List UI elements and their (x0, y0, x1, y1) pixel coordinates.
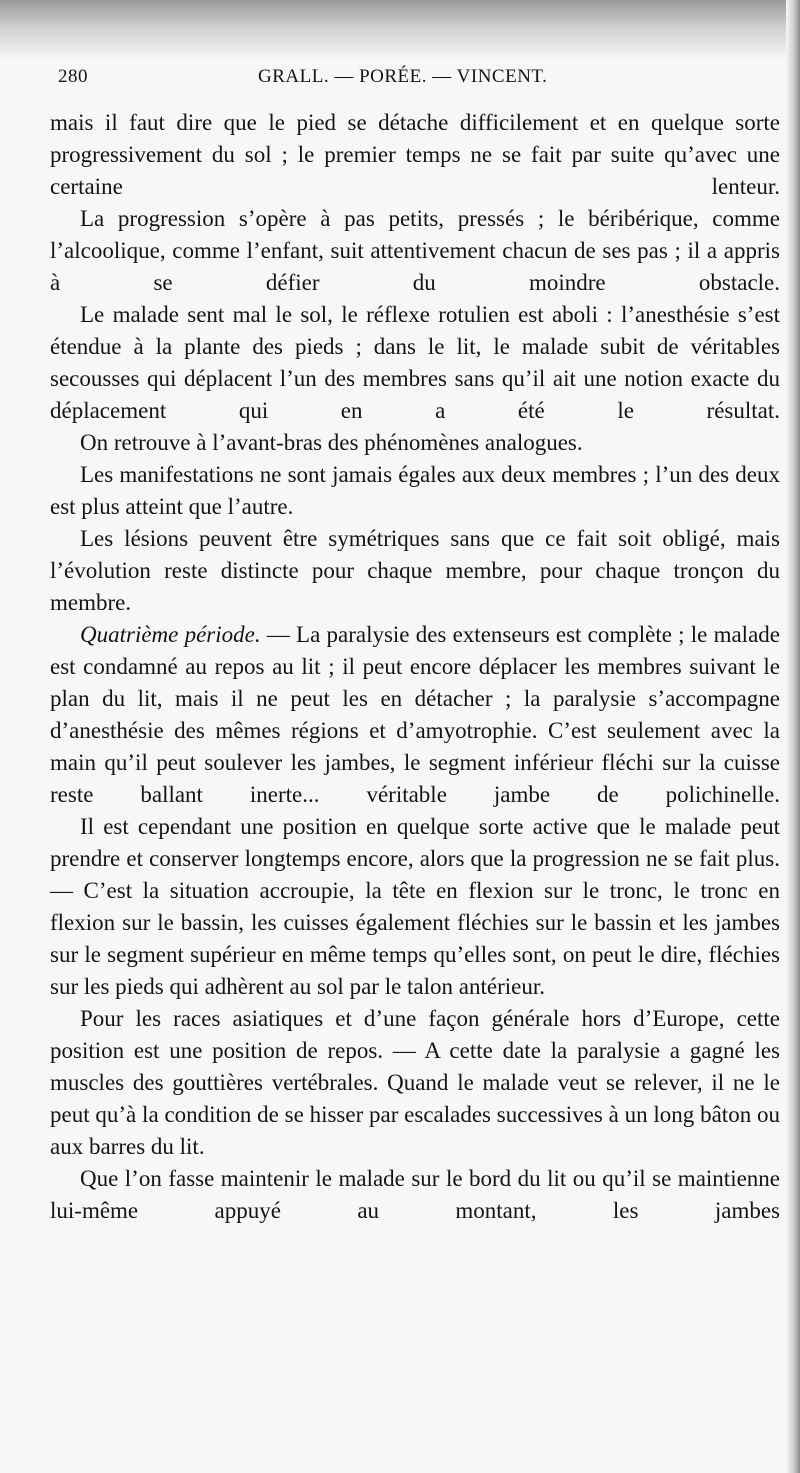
paragraph (50, 299, 780, 427)
paragraph (50, 523, 780, 619)
paragraph (50, 427, 780, 459)
paragraph (50, 459, 780, 523)
scan-shadow-right (786, 0, 800, 1473)
paragraph-text: mais il faut dire que le pied se détache difficilement et en quelque sorte progressivement du sol ; le premier temps ne se fait par suite qu’avec une certaine lenteur. (50, 110, 780, 199)
running-title: GRALL. — PORÉE. — VINCENT. (258, 66, 548, 87)
paragraph (50, 1163, 780, 1227)
paragraph-text: On retrouve à l’avant-bras des phénomènes analogues. (80, 430, 583, 455)
body-text (50, 107, 780, 1227)
paragraph-text: — La paralysie des extenseurs est complète ; le malade est condamné au repos au lit ; il peut encore déplacer les membres suivant le plan du lit, mais il ne peut les en détacher ; la paralysie s’accompagne d’anesthésie des mêmes régions et d’amyotrophie. C’est seulement avec la main qu’il peut soulever les jambes, le segment inférieur fléchi sur la cuisse reste ballant inerte... véritable jambe de polichinelle. (50, 622, 780, 807)
page-number: 280 (58, 66, 88, 87)
paragraph-text: Les manifestations ne sont jamais égales aux deux membres ; l’un des deux est plus atteint que l’autre. (50, 462, 780, 519)
paragraph-text: Il est cependant une position en quelque sorte active que le malade peut prendre et conserver longtemps encore, alors que la progression ne se fait plus. — C’est la situation accroupie, la tête en flexion sur le tronc, le tronc en flexion sur le bassin, les cuisses également fléchies sur le bassin et les jambes sur le segment supérieur en même temps qu’elles sont, on peut le dire, fléchies sur les pieds qui adhèrent au sol par le talon antérieur. (50, 814, 780, 999)
paragraph (50, 619, 780, 811)
running-header (58, 66, 778, 100)
section-heading: Quatrième période. (80, 622, 261, 647)
paragraph-text: Que l’on fasse maintenir le malade sur le bord du lit ou qu’il se maintienne lui-même appuyé au montant, les jambes (50, 1166, 780, 1223)
scan-shadow-top (0, 0, 800, 60)
paragraph (50, 107, 780, 203)
paragraph (50, 811, 780, 1003)
paragraph-text: Les lésions peuvent être symétriques sans que ce fait soit obligé, mais l’évolution reste distincte pour chaque membre, pour chaque tronçon du membre. (50, 526, 780, 615)
paragraph (50, 203, 780, 299)
paragraph-text: Le malade sent mal le sol, le réflexe rotulien est aboli : l’anesthésie s’est étendue à la plante des pieds ; dans le lit, le malade subit de véritables secousses qui déplacent l’un des membres sans qu’il ait une notion exacte du déplacement qui en a été le résultat. (50, 302, 780, 423)
paragraph-text: La progression s’opère à pas petits, pressés ; le béribérique, comme l’alcoolique, comme l’enfant, suit attentivement chacun de ses pas ; il a appris à se défier du moindre obstacle. (50, 206, 780, 295)
paragraph (50, 1003, 780, 1163)
paragraph-text: Pour les races asiatiques et d’une façon générale hors d’Europe, cette position est une position de repos. — A cette date la paralysie a gagné les muscles des gouttières vertébrales. Quand le malade veut se relever, il ne le peut qu’à la condition de se hisser par escalades successives à un long bâton ou aux barres du lit. (50, 1006, 780, 1159)
